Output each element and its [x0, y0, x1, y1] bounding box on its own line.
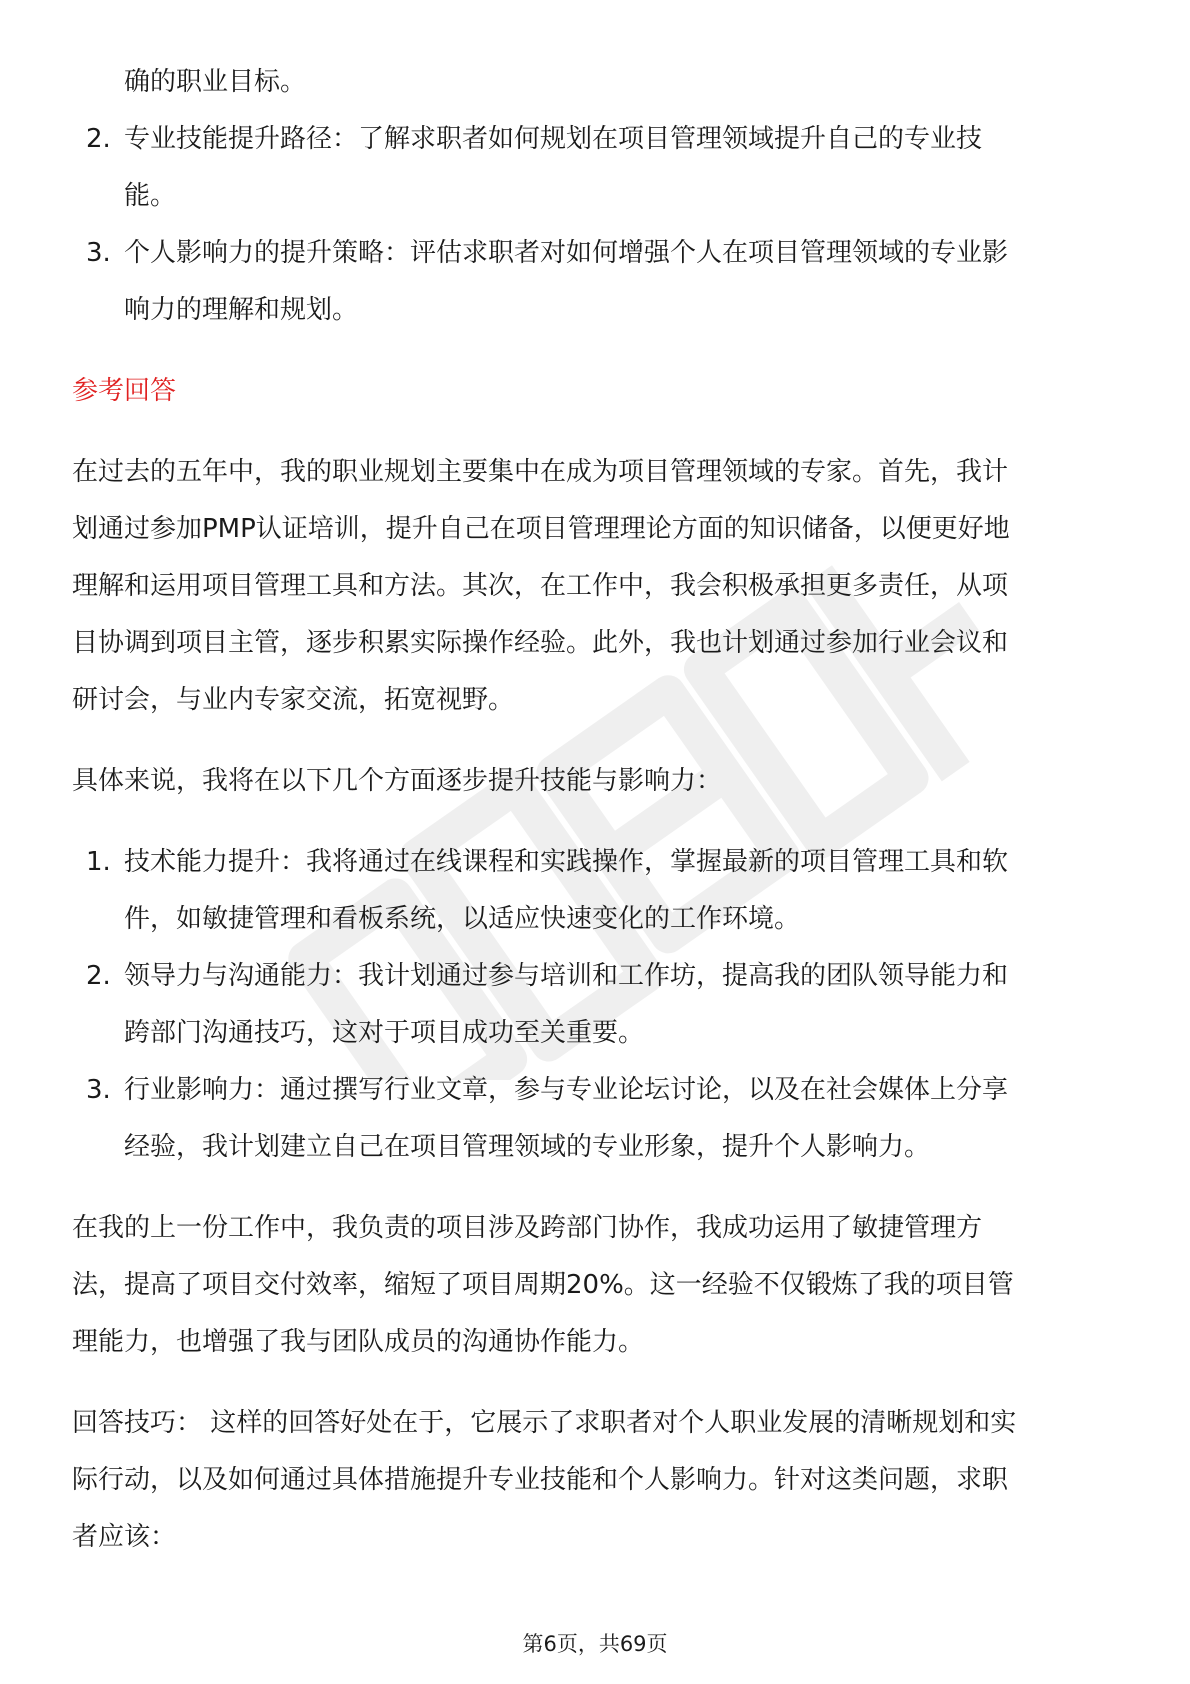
list-item-text: 技术能力提升：我将通过在线课程和实践操作，掌握最新的项目管理工具和软	[124, 847, 1009, 877]
list-item-text: 件，如敏捷管理和看板系统，以适应快速变化的工作环境。	[124, 904, 801, 934]
paragraph-line: 目协调到项目主管，逐步积累实际操作经验。此外，我也计划通过参加行业会议和	[72, 628, 1009, 658]
paragraph	[72, 444, 1122, 729]
paragraph-line: 理解和运用项目管理工具和方法。其次，在工作中，我会积极承担更多责任，从项	[72, 571, 1009, 601]
paragraph-line: 划通过参加PMP认证培训，提升自己在项目管理理论方面的知识储备，以便更好地	[72, 514, 1010, 544]
list-number: 1.	[86, 847, 111, 877]
list-number: 3.	[86, 1075, 111, 1105]
paragraph-line: 际行动，以及如何通过具体措施提升专业技能和个人影响力。针对这类问题，求职	[72, 1465, 1009, 1495]
page-number: 第6页，共69页	[522, 1632, 668, 1656]
list-item	[72, 225, 1122, 339]
section-heading: 参考回答	[72, 376, 177, 406]
paragraph-line: 者应该：	[72, 1522, 177, 1552]
list-item-text: 个人影响力的提升策略：评估求职者对如何增强个人在项目管理领域的专业影	[124, 238, 1009, 268]
list-item-text: 经验，我计划建立自己在项目管理领域的专业形象，提升个人影响力。	[124, 1132, 931, 1162]
paragraph-line: 理能力，也增强了我与团队成员的沟通协作能力。	[72, 1327, 645, 1357]
list-item-text: 跨部门沟通技巧，这对于项目成功至关重要。	[124, 1018, 645, 1048]
paragraph-line: 法，提高了项目交付效率，缩短了项目周期20%。这一经验不仅锻炼了我的项目管	[72, 1270, 1014, 1300]
paragraph-line: 在过去的五年中，我的职业规划主要集中在成为项目管理领域的专家。首先，我计	[72, 457, 1009, 487]
list-item-text: 响力的理解和规划。	[124, 295, 359, 325]
list-item-text: 确的职业目标。	[124, 67, 307, 97]
paragraph	[72, 1200, 1122, 1371]
list-item-text: 能。	[124, 181, 177, 211]
paragraph: 具体来说，我将在以下几个方面逐步提升技能与影响力：	[72, 766, 723, 796]
list-number: 2.	[86, 961, 111, 991]
document-body	[72, 54, 1122, 1566]
list-number: 3.	[86, 238, 111, 268]
list-item-text: 专业技能提升路径：了解求职者如何规划在项目管理领域提升自己的专业技	[124, 124, 983, 154]
paragraph-line: 研讨会，与业内专家交流，拓宽视野。	[72, 685, 515, 715]
list-item	[72, 1062, 1122, 1176]
list-item-continuation	[72, 54, 1122, 111]
list-item	[72, 834, 1122, 948]
paragraph-line: 在我的上一份工作中，我负责的项目涉及跨部门协作，我成功运用了敏捷管理方	[72, 1213, 983, 1243]
list-item-text: 领导力与沟通能力：我计划通过参与培训和工作坊，提高我的团队领导能力和	[124, 961, 1009, 991]
list-number: 2.	[86, 124, 111, 154]
list-item	[72, 948, 1122, 1062]
list-item-text: 行业影响力：通过撰写行业文章，参与专业论坛讨论，以及在社会媒体上分享	[124, 1075, 1009, 1105]
paragraph-line: 回答技巧： 这样的回答好处在于，它展示了求职者对个人职业发展的清晰规划和实	[72, 1408, 1017, 1438]
paragraph	[72, 1395, 1122, 1566]
list-item	[72, 111, 1122, 225]
